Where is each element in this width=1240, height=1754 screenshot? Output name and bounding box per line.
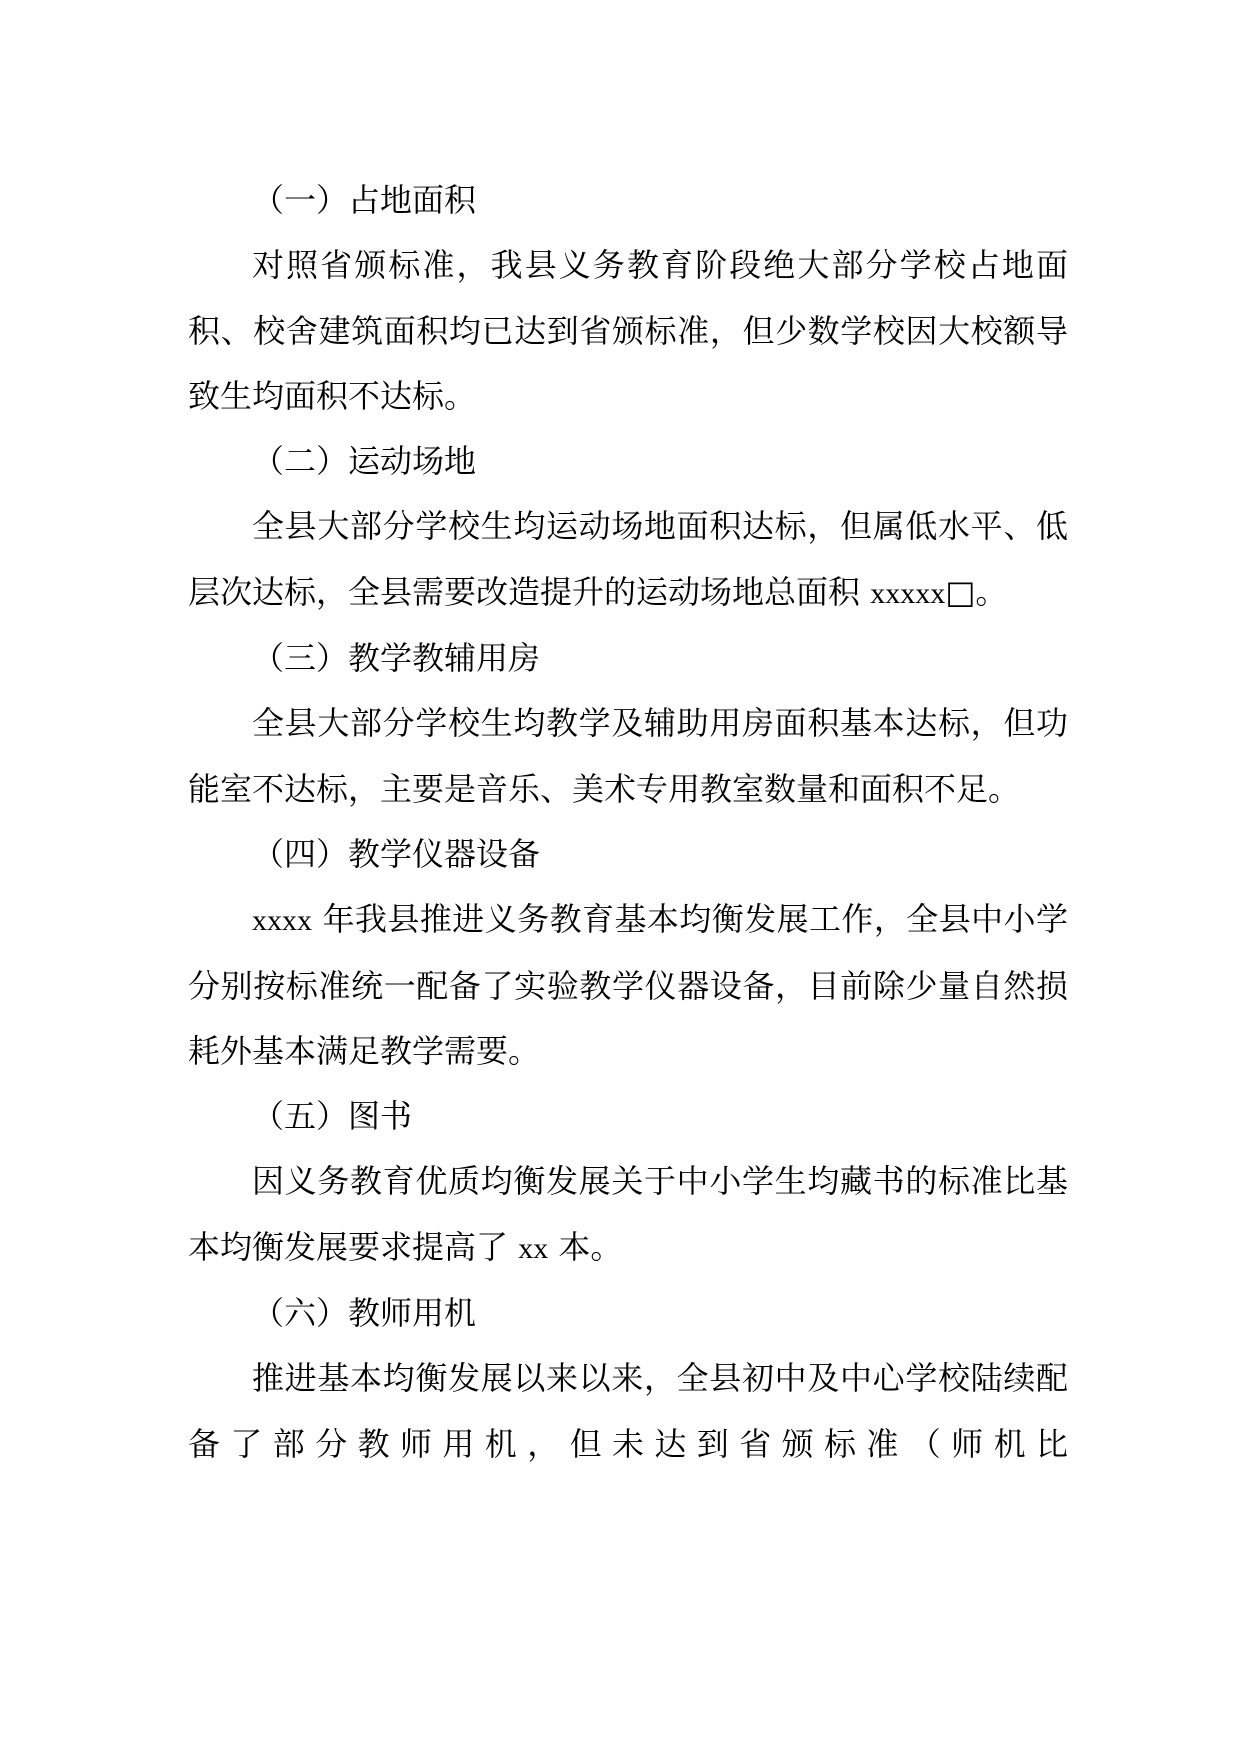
section-heading-3: （三）教学教辅用房 (252, 639, 541, 678)
section-heading-6: （六）教师用机 (252, 1294, 477, 1333)
placeholder-value: xx (518, 1231, 549, 1265)
document-body (188, 168, 1068, 1477)
paragraph-text: 年我县推进义务教育基本均衡发展工作，全县中小学分别按标准统一配备了实验教学仪器设备，目前除少量自然损耗外基本满足教学需要。 (188, 900, 1068, 1070)
paragraph-text: □。 (945, 572, 1008, 611)
paragraph-text: 全县大部分学校生均运动场地面积达标，但属低水平、低层次达标，全县需要改造提升的运动场地总面积 (188, 507, 1068, 611)
section-heading-5: （五）图书 (252, 1097, 413, 1136)
section-paragraph-4 (188, 887, 1068, 1084)
section-heading-1: （一）占地面积 (252, 181, 477, 219)
section-paragraph-3: 全县大部分学校生均教学及辅助用房面积基本达标，但功能室不达标，主要是音乐、美术专用教室数量和面积不足。 (188, 704, 1068, 808)
paragraph-text: 本。 (548, 1227, 623, 1266)
placeholder-value: xxxx (252, 904, 312, 938)
section-paragraph-5 (188, 1149, 1068, 1281)
paragraph-text: 因义务教育优质均衡发展关于中小学生均藏书的标准比基本均衡发展要求提高了 (188, 1162, 1068, 1266)
section-heading-2: （二）运动场地 (252, 442, 477, 481)
section-paragraph-2 (188, 494, 1068, 626)
section-paragraph-6: 推进基本均衡发展以来以来，全县初中及中心学校陆续配备了部分教师用机，但未达到省颁标准（师机比 (188, 1359, 1068, 1463)
section-paragraph-1: 对照省颁标准，我县义务教育阶段绝大部分学校占地面积、校舍建筑面积均已达到省颁标准，但少数学校因大校额导致生均面积不达标。 (188, 246, 1068, 415)
placeholder-value: xxxxx (870, 576, 946, 610)
section-heading-4: （四）教学仪器设备 (252, 834, 541, 873)
